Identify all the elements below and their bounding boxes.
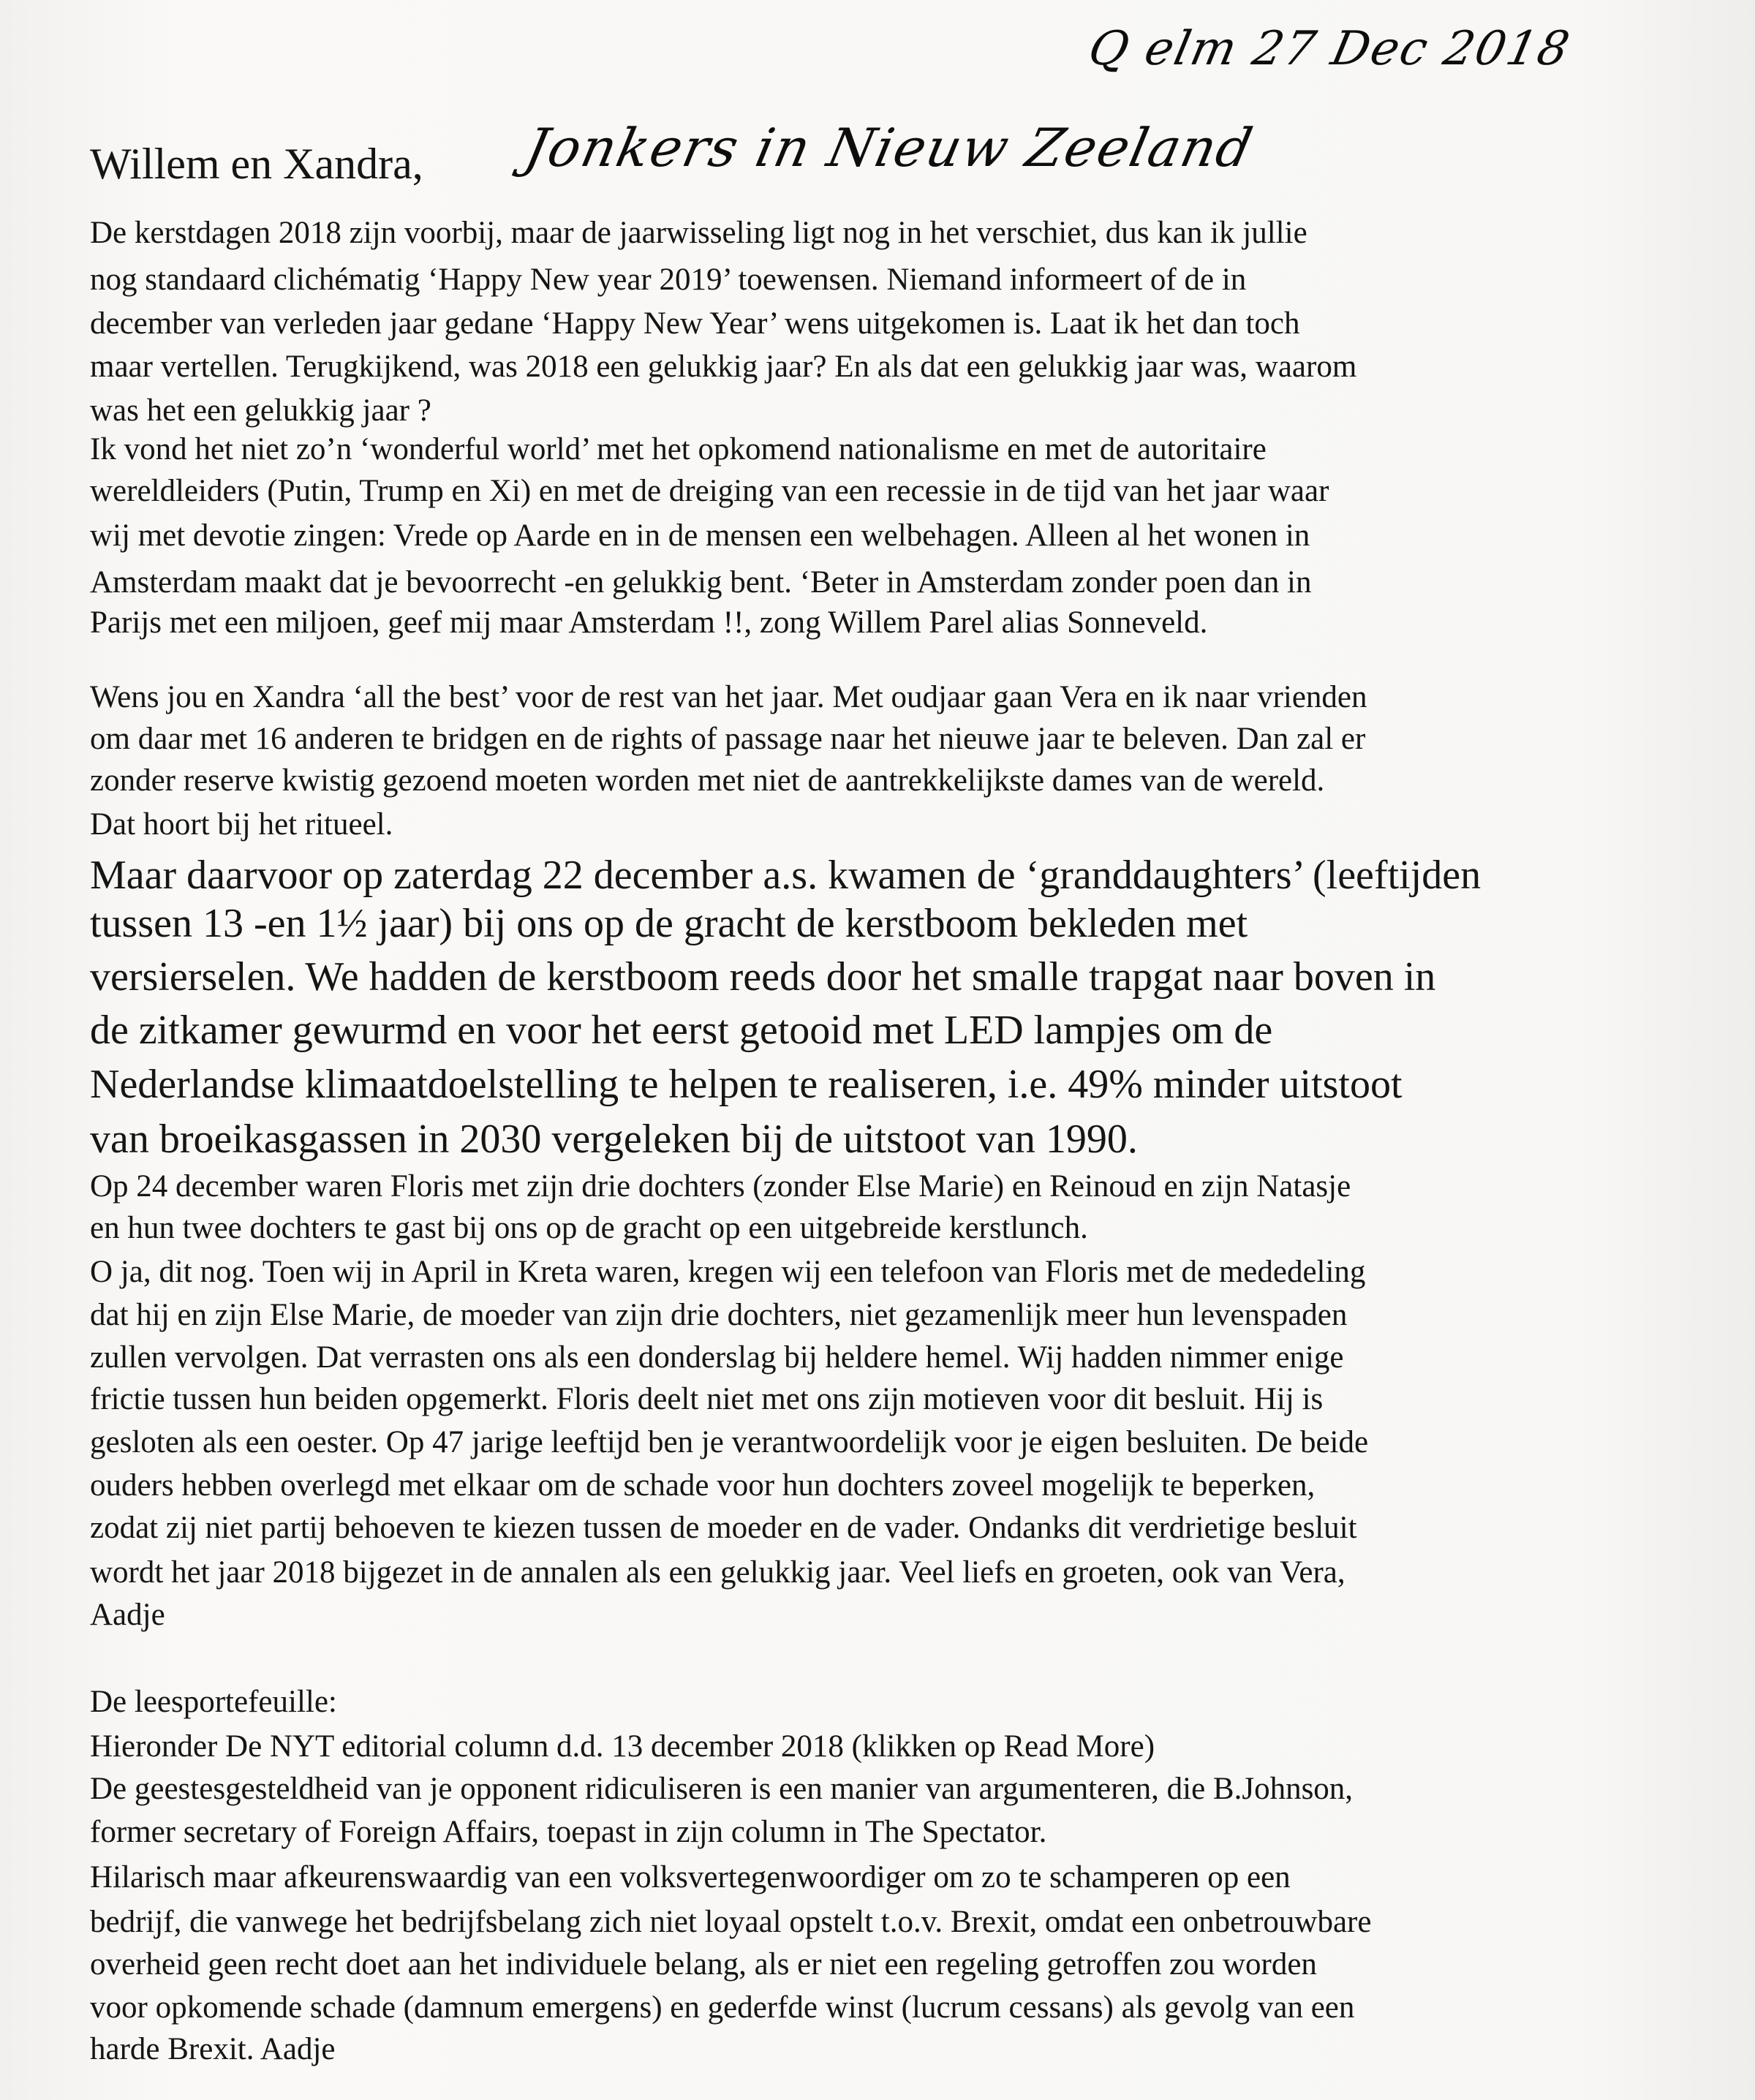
handwritten-date: Q elm 27 Dec 2018	[1084, 22, 1576, 76]
letter-line: De geestesgesteldheid van je opponent ridiculiseren is een manier van argumenteren, die B.Johnson,	[90, 1772, 1354, 1807]
letter-line: om daar met 16 anderen te bridgen en de rights of passage naar het nieuwe jaar te beleven. Dan zal er	[90, 722, 1366, 757]
letter-line: dat hij en zijn Else Marie, de moeder van zijn drie dochters, niet gezamenlijk meer hun levenspaden	[90, 1298, 1348, 1333]
letter-line: Wens jou en Xandra ‘all the best’ voor de rest van het jaar. Met oudjaar gaan Vera en ik naar vrienden	[90, 680, 1367, 715]
handwritten-recipient-note: Jonkers in Nieuw Zeeland	[520, 117, 1259, 178]
letter-line: maar vertellen. Terugkijkend, was 2018 een gelukkig jaar? En als dat een gelukkig jaar was, waarom	[90, 350, 1357, 385]
letter-line: Hieronder De NYT editorial column d.d. 13 december 2018 (klikken op Read More)	[90, 1729, 1155, 1764]
letter-line: zodat zij niet partij behoeven te kiezen tussen de moeder en de vader. Ondanks dit verdrietige besluit	[90, 1511, 1357, 1546]
salutation: Willem en Xandra,	[90, 140, 423, 188]
letter-line: harde Brexit. Aadje	[90, 2032, 336, 2067]
letter-line: overheid geen recht doet aan het individuele belang, als er niet een regeling getroffen zou worden	[90, 1947, 1317, 1982]
letter-line: Dat hoort bij het ritueel.	[90, 807, 393, 842]
letter-line: en hun twee dochters te gast bij ons op de gracht op een uitgebreide kerstlunch.	[90, 1211, 1088, 1246]
letter-line: wordt het jaar 2018 bijgezet in de annalen als een gelukkig jaar. Veel liefs en groeten, ook van Vera,	[90, 1555, 1346, 1590]
letter-line: zonder reserve kwistig gezoend moeten worden met niet de aantrekkelijkste dames van de wereld.	[90, 763, 1325, 798]
letter-line: wij met devotie zingen: Vrede op Aarde en in de mensen een welbehagen. Alleen al het wonen in	[90, 518, 1310, 554]
letter-line: Amsterdam maakt dat je bevoorrecht -en gelukkig bent. ‘Beter in Amsterdam zonder poen dan in	[90, 565, 1312, 600]
letter-line: Nederlandse klimaatdoelstelling te helpen te realiseren, i.e. 49% minder uitstoot	[90, 1062, 1403, 1108]
letter-line: O ja, dit nog. Toen wij in April in Kreta waren, kregen wij een telefoon van Floris met de mededeling	[90, 1255, 1366, 1290]
letter-line: tussen 13 -en 1½ jaar) bij ons op de gracht de kerstboom bekleden met	[90, 901, 1248, 947]
letter-line: Parijs met een miljoen, geef mij maar Amsterdam !!, zong Willem Parel alias Sonneveld.	[90, 605, 1208, 641]
letter-line: Hilarisch maar afkeurenswaardig van een volksvertegenwoordiger om zo te schamperen op een	[90, 1860, 1291, 1895]
letter-line: voor opkomende schade (damnum emergens) en gederfde winst (lucrum cessans) als gevolg van een	[90, 1990, 1355, 2025]
letter-line: frictie tussen hun beiden opgemerkt. Floris deelt niet met ons zijn motieven voor dit besluit. Hij is	[90, 1382, 1324, 1417]
letter-line: de zitkamer gewurmd en voor het eerst getooid met LED lampjes om de	[90, 1008, 1273, 1054]
letter-line: former secretary of Foreign Affairs, toepast in zijn column in The Spectator.	[90, 1815, 1047, 1850]
letter-line: december van verleden jaar gedane ‘Happy New Year’ wens uitgekomen is. Laat ik het dan toch	[90, 306, 1300, 341]
letter-line: De leesportefeuille:	[90, 1685, 337, 1720]
letter-line: van broeikasgassen in 2030 vergeleken bij de uitstoot van 1990.	[90, 1117, 1138, 1163]
letter-line: De kerstdagen 2018 zijn voorbij, maar de jaarwisseling ligt nog in het verschiet, dus kan ik jullie	[90, 216, 1307, 251]
letter-line: gesloten als een oester. Op 47 jarige leeftijd ben je verantwoordelijk voor je eigen besluiten. De beide	[90, 1425, 1369, 1460]
letter-line: bedrijf, die vanwege het bedrijfsbelang zich niet loyaal opstelt t.o.v. Brexit, omdat een onbetrouwbare	[90, 1905, 1372, 1940]
letter-line: nog standaard clichématig ‘Happy New year 2019’ toewensen. Niemand informeert of de in	[90, 262, 1247, 298]
letter-line: Ik vond het niet zo’n ‘wonderful world’ met het opkomend nationalisme en met de autoritaire	[90, 432, 1267, 467]
letter-line: wereldleiders (Putin, Trump en Xi) en met de dreiging van een recessie in de tijd van het jaar waar	[90, 474, 1329, 509]
letter-line: Op 24 december waren Floris met zijn drie dochters (zonder Else Marie) en Reinoud en zijn Natasje	[90, 1169, 1351, 1204]
letter-line: zullen vervolgen. Dat verrasten ons als een donderslag bij heldere hemel. Wij hadden nimmer enige	[90, 1340, 1344, 1375]
letter-line: was het een gelukkig jaar ?	[90, 393, 431, 428]
letter-line: versierselen. We hadden de kerstboom reeds door het smalle trapgat naar boven in	[90, 954, 1436, 1000]
letter-line: ouders hebben overlegd met elkaar om de schade voor hun dochters zoveel mogelijk te beperken,	[90, 1468, 1316, 1503]
letter-line: Aadje	[90, 1598, 165, 1633]
letter-line: Maar daarvoor op zaterdag 22 december a.s. kwamen de ‘granddaughters’ (leeftijden	[90, 853, 1482, 899]
